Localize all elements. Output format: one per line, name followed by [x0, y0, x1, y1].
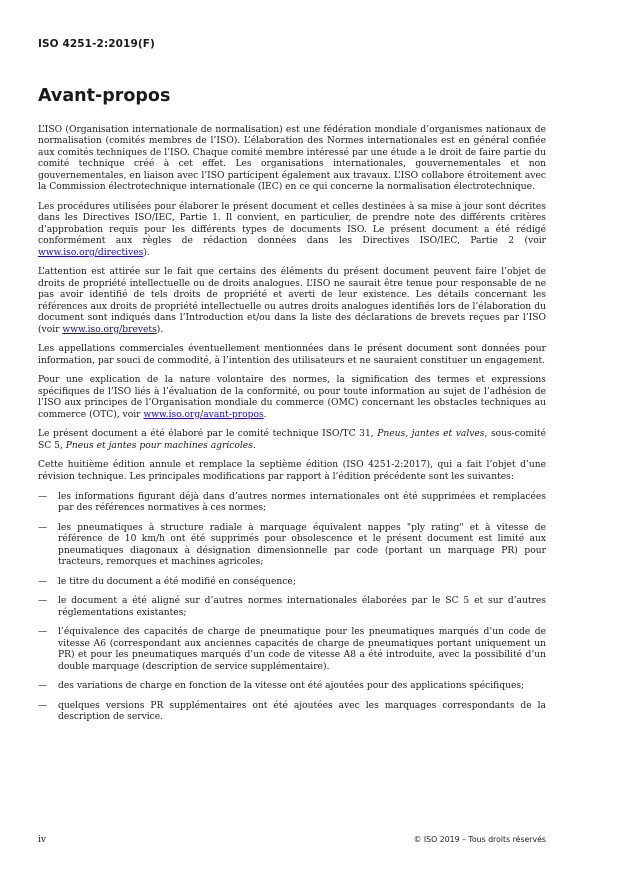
document-identifier: ISO 4251-2:2019(F): [38, 38, 155, 50]
dash-bullet: —: [38, 701, 48, 712]
paragraph-text: Pour une explication de la nature volontaire des normes, la signification des termes et expressions spécifiques de l’ISO liés à l’évaluation de la conformité, ou pour toute information au sujet de l’adhésion de l’ISO aux principes de l’Organisation mondiale du commerce (OMC) concernant les obstacles techniques au commerce (OTC), voir: [38, 375, 546, 420]
copyright-notice: © ISO 2019 – Tous droits réservés: [413, 835, 546, 844]
paragraph-trade-names: Les appellations commerciales éventuellement mentionnées dans le présent document sont données pour information, par souci de commodité, à l’intention des utilisateurs et ne sauraient constituer un engagement.: [38, 344, 546, 366]
directives-link[interactable]: www.iso.org/directives: [38, 247, 144, 258]
subcommittee-title: Pneus et jantes pour machines agricoles: [65, 440, 253, 451]
paragraph-text: , sous-comité SC 5,: [38, 429, 547, 451]
paragraph-patents: [38, 267, 546, 336]
list-item: [38, 681, 546, 692]
changes-list: [38, 492, 546, 724]
paragraph-end: .: [252, 440, 256, 451]
list-item: [38, 596, 546, 619]
list-item: [38, 577, 546, 588]
paragraph-procedures: [38, 202, 546, 259]
page-title: Avant-propos: [38, 86, 171, 106]
foreword-link[interactable]: www.iso.org/avant-propos: [143, 409, 264, 420]
list-item: [38, 492, 546, 515]
list-item-text: le document a été aligné sur d’autres normes internationales élaborées par le SC 5 et sur d’autres réglementations existantes;: [58, 596, 546, 618]
dash-bullet: —: [38, 596, 48, 607]
patents-link[interactable]: www.iso.org/brevets: [62, 324, 157, 335]
paragraph-end: ).: [156, 324, 164, 335]
paragraph-end: .: [263, 409, 267, 420]
paragraph-committee: [38, 429, 546, 452]
paragraph-iso-intro: L’ISO (Organisation internationale de normalisation) est une fédération mondiale d’organismes nationaux de normalisation (comités membres de l’ISO). L’élaboration des Normes internationales est en général confiée aux comités techniques de l’ISO. Chaque comité membre intéressé par une étude a le droit de faire partie du comité technique créé à cet effet. Les organisations internationales, gouvernementales et non gouvernementales, en liaison avec l’ISO participent également aux travaux. L’ISO collabore étroitement avec la Commission électrotechnique internationale (IEC) en ce qui concerne la normalisation électrotechnique.: [38, 125, 546, 193]
list-item-text: le titre du document a été modifié en conséquence;: [58, 576, 296, 587]
dash-bullet: —: [38, 681, 48, 692]
page-number: iv: [38, 835, 46, 845]
list-item: [38, 701, 546, 724]
list-item: [38, 627, 546, 673]
list-item-text: les pneumatiques à structure radiale à marquage équivalent nappes "ply rating" et à vitesse de référence de 10 km/h ont été supprimés pour obsolescence et le présent document est limité aux pneumatiques diagonaux à désignation dimensionnelle par code (portant un marquage PR) pour tracteurs, remorques et machines agricoles;: [58, 522, 546, 567]
paragraph-text: Les procédures utilisées pour élaborer le présent document et celles destinées à sa mise à jour sont décrites dans les Directives ISO/IEC, Partie 1. Il convient, en particulier, de prendre note des différents critères d’approbation requis pour les différents types de documents ISO. Le présent document a été rédigé conformément aux règles de rédaction données dans les Directives ISO/IEC, Partie 2 (voir: [38, 201, 546, 247]
foreword-body: [38, 125, 546, 732]
paragraph-edition: Cette huitième édition annule et remplace la septième édition (ISO 4251-2:2017), qui a fait l’objet d’une révision technique. Les principales modifications par rapport à l’édition précédente sont les suivantes:: [38, 460, 546, 482]
paragraph-text: L’attention est attirée sur le fait que certains des éléments du présent document peuvent faire l’objet de droits de propriété intellectuelle ou de droits analogues. L’ISO ne saurait être tenue pour responsable de ne pas avoir identifié de tels droits de propriété et averti de leur existence. Les détails concernant les références aux droits de propriété intellectuelle ou autres droits analogues identifiés lors de l’élaboration du document sont indiqués dans l’Introduction et/ou dans la liste des déclarations de brevets reçues par l’ISO (voir: [38, 267, 546, 335]
paragraph-text: Le présent document a été élaboré par le comité technique ISO/TC 31,: [38, 429, 378, 440]
paragraph-voluntary-nature: [38, 375, 546, 421]
dash-bullet: —: [38, 627, 48, 638]
dash-bullet: —: [38, 576, 48, 587]
dash-bullet: —: [38, 491, 48, 502]
list-item-text: les informations figurant déjà dans d’autres normes internationales ont été supprimées et remplacées par des références normatives à ces normes;: [58, 491, 546, 513]
list-item-text: des variations de charge en fonction de la vitesse ont été ajoutées pour des applications spécifiques;: [58, 681, 525, 692]
list-item-text: quelques versions PR supplémentaires ont été ajoutées avec les marquages correspondants de la description de service.: [58, 701, 546, 723]
dash-bullet: —: [38, 522, 48, 533]
list-item-text: l’équivalence des capacités de charge de pneumatique pour les pneumatiques marqués d’un code de vitesse A6 (correspondant aux anciennes capacités de charge de pneumatiques portant uniquement un PR) et pour les pneumatiques marqués d’un code de vitesse A8 a été introduite, avec la possibilité d’un double marquage (description de service supplémentaire).: [58, 627, 546, 672]
list-item: [38, 523, 546, 569]
paragraph-end: ).: [143, 247, 150, 258]
committee-title: Pneus, jantes et valves: [377, 429, 485, 440]
